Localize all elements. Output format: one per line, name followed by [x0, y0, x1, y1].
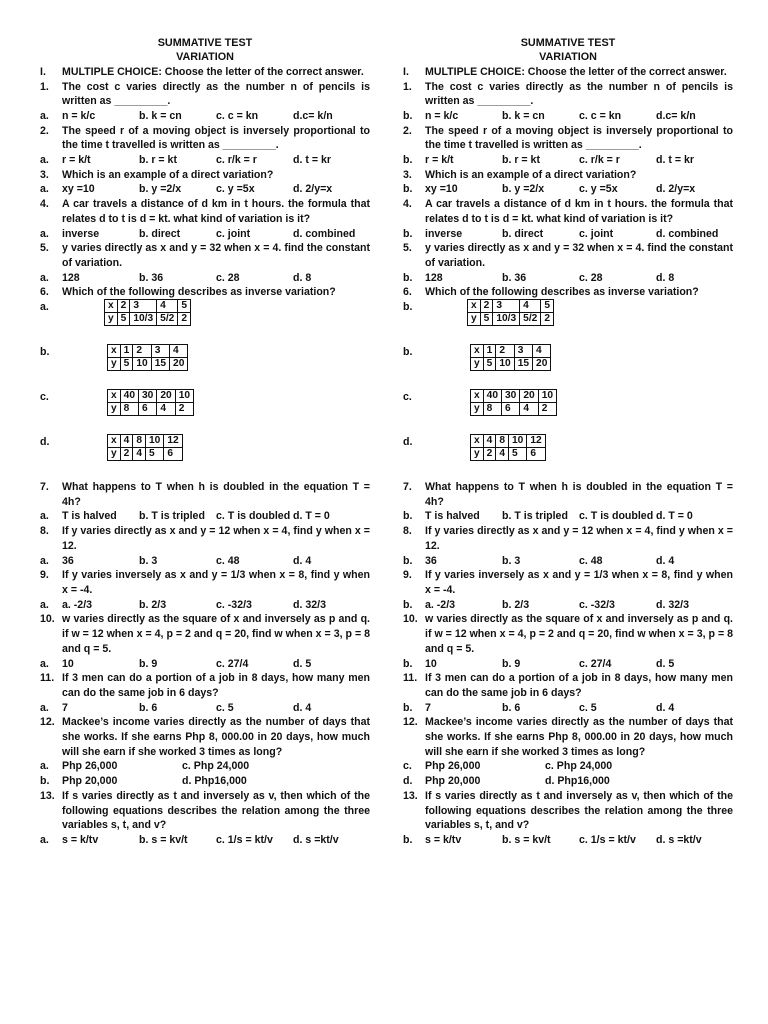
question-5: 5. y varies directly as x and y = 32 when x = 4. find the constant of variation. [40, 242, 370, 269]
test-subtitle: VARIATION [176, 51, 234, 64]
question-8: 8. If y varies directly as x and y = 12 when x = 4, find y when x = 12. [403, 525, 733, 552]
xy-table: x 40 30 20 10 y 8 6 4 2 [107, 389, 194, 416]
options-9[interactable]: b. a. -2/3 b. 2/3 c. -32/3 d. 32/3 [403, 598, 689, 611]
options-2[interactable]: a. r = k/t b. r = kt c. r/k = r d. t = kr [40, 154, 331, 167]
instructions: I. MULTIPLE CHOICE: Choose the letter of the correct answer. [40, 65, 364, 78]
question-12: 12. Mackee’s income varies directly as the number of days that she works. If she earns Php 8, 000.00 in 20 days, how much will she earn if she worked 3 times as long? [403, 716, 733, 758]
instructions: I. MULTIPLE CHOICE: Choose the letter of the correct answer. [403, 65, 727, 78]
table-option-a[interactable]: b. x 2 3 4 5 y 5 10/3 5/2 2 [403, 300, 733, 345]
question-7: 7. What happens to T when h is doubled in the equation T = 4h? [403, 481, 733, 508]
options-1[interactable]: b. n = k/c b. k = cn c. c = kn d.c= k/n [403, 109, 696, 122]
options-12b[interactable]: b. Php 20,000 d. Php16,000 [40, 775, 247, 788]
question-10: 10. w varies directly as the square of x and inversely as p and q. if w = 12 when x = 4, p = 2 and q = 20, find w when x = 3, p = 8 and q = 5. [40, 613, 370, 655]
options-12a[interactable]: c. Php 26,000 c. Php 24,000 [403, 760, 613, 773]
question-13: 13. If s varies directly as t and inversely as v, then which of the following equations describes the relation among the three variables s, t, and v? [40, 789, 370, 832]
question-4: 4. A car travels a distance of d km in t hours. the formula that relates d to t is d = kt. what kind of variation is it? [40, 198, 370, 225]
question-11: 11. If 3 men can do a portion of a job in 8 days, how many men can do the same job in 6 days? [40, 672, 370, 699]
options-10[interactable]: b. 10 b. 9 c. 27/4 d. 5 [403, 657, 675, 670]
question-5: 5. y varies directly as x and y = 32 when x = 4. find the constant of variation. [403, 242, 733, 269]
question-2: 2. The speed r of a moving object is inversely proportional to the time t travelled is written as _________. [40, 124, 370, 152]
options-4[interactable]: a. inverse b. direct c. joint d. combined [40, 227, 356, 240]
table-option-b[interactable]: b. x 1 2 3 4 y 5 10 15 20 [403, 345, 733, 390]
options-10[interactable]: a. 10 b. 9 c. 27/4 d. 5 [40, 657, 312, 670]
question-9: 9. If y varies inversely as x and y = 1/3 when x = 8, find y when x = -4. [403, 569, 733, 596]
xy-table: x 2 3 4 5 y 5 10/3 5/2 2 [467, 299, 554, 326]
question-10: 10. w varies directly as the square of x and inversely as p and q. if w = 12 when x = 4, p = 2 and q = 20, find w when x = 3, p = 8 and q = 5. [403, 613, 733, 655]
table-option-d[interactable]: d. x 4 8 10 12 y 2 4 5 6 [403, 435, 733, 480]
xy-table: x 1 2 3 4 y 5 10 15 20 [470, 344, 551, 371]
question-13: 13. If s varies directly as t and inversely as v, then which of the following equations describes the relation among the three variables s, t, and v? [403, 789, 733, 832]
options-11[interactable]: a. 7 b. 6 c. 5 d. 4 [40, 701, 312, 714]
question-2: 2. The speed r of a moving object is inversely proportional to the time t travelled is written as _________. [403, 124, 733, 152]
table-option-c[interactable]: c. x 40 30 20 10 y 8 6 4 2 [403, 390, 733, 435]
question-7: 7. What happens to T when h is doubled in the equation T = 4h? [40, 481, 370, 508]
question-9: 9. If y varies inversely as x and y = 1/3 when x = 8, find y when x = -4. [40, 569, 370, 596]
question-3: 3. Which is an example of a direct variation? [40, 168, 274, 181]
options-8[interactable]: a. 36 b. 3 c. 48 d. 4 [40, 554, 312, 567]
options-8[interactable]: b. 36 b. 3 c. 48 d. 4 [403, 554, 675, 567]
question-4: 4. A car travels a distance of d km in t hours. the formula that relates d to t is d = kt. what kind of variation is it? [403, 198, 733, 225]
options-13[interactable]: b. s = k/tv b. s = kv/t c. 1/s = kt/v d. s =kt/v [403, 833, 702, 846]
table-option-b[interactable]: b. x 1 2 3 4 y 5 10 15 20 [40, 345, 370, 390]
options-5[interactable]: a. 128 b. 36 c. 28 d. 8 [40, 271, 312, 284]
options-1[interactable]: a. n = k/c b. k = cn c. c = kn d.c= k/n [40, 109, 333, 122]
options-3[interactable]: b. xy =10 b. y =2/x c. y =5x d. 2/y=x [403, 183, 696, 196]
question-6: 6. Which of the following describes as inverse variation? [40, 286, 336, 299]
options-7[interactable]: b. T is halved b. T is tripled c. T is doubled d. T = 0 [403, 510, 693, 523]
question-12: 12. Mackee’s income varies directly as the number of days that she works. If she earns Php 8, 000.00 in 20 days, how much will she earn if she worked 3 times as long? [40, 716, 370, 758]
question-1: 1. The cost c varies directly as the number n of pencils is written as _________. [40, 80, 370, 108]
test-column-right [403, 36, 733, 848]
xy-table: x 1 2 3 4 y 5 10 15 20 [107, 344, 188, 371]
question-6: 6. Which of the following describes as inverse variation? [403, 286, 699, 299]
options-2[interactable]: b. r = k/t b. r = kt c. r/k = r d. t = kr [403, 154, 694, 167]
options-13[interactable]: a. s = k/tv b. s = kv/t c. 1/s = kt/v d. s =kt/v [40, 833, 339, 846]
xy-table: x 40 30 20 10 y 8 6 4 2 [470, 389, 557, 416]
table-option-d[interactable]: d. x 4 8 10 12 y 2 4 5 6 [40, 435, 370, 480]
options-5[interactable]: b. 128 b. 36 c. 28 d. 8 [403, 271, 675, 284]
xy-table: x 4 8 10 12 y 2 4 5 6 [107, 434, 183, 461]
test-column-left [40, 36, 370, 848]
options-12a[interactable]: a. Php 26,000 c. Php 24,000 [40, 760, 250, 773]
options-12b[interactable]: d. Php 20,000 d. Php16,000 [403, 775, 610, 788]
options-4[interactable]: b. inverse b. direct c. joint d. combined [403, 227, 719, 240]
test-title: SUMMATIVE TEST [157, 37, 253, 49]
options-9[interactable]: a. a. -2/3 b. 2/3 c. -32/3 d. 32/3 [40, 598, 326, 611]
test-title: SUMMATIVE TEST [520, 37, 616, 49]
question-3: 3. Which is an example of a direct variation? [403, 168, 637, 181]
question-8: 8. If y varies directly as x and y = 12 when x = 4, find y when x = 12. [40, 525, 370, 552]
question-11: 11. If 3 men can do a portion of a job in 8 days, how many men can do the same job in 6 days? [403, 672, 733, 699]
question-1: 1. The cost c varies directly as the number n of pencils is written as _________. [403, 80, 733, 108]
xy-table: x 4 8 10 12 y 2 4 5 6 [470, 434, 546, 461]
table-option-a[interactable]: a. x 2 3 4 5 y 5 10/3 5/2 2 [40, 300, 370, 345]
test-subtitle: VARIATION [539, 51, 597, 64]
options-3[interactable]: a. xy =10 b. y =2/x c. y =5x d. 2/y=x [40, 183, 333, 196]
options-11[interactable]: b. 7 b. 6 c. 5 d. 4 [403, 701, 675, 714]
table-option-c[interactable]: c. x 40 30 20 10 y 8 6 4 2 [40, 390, 370, 435]
options-7[interactable]: a. T is halved b. T is tripled c. T is doubled d. T = 0 [40, 510, 330, 523]
xy-table: x 2 3 4 5 y 5 10/3 5/2 2 [104, 299, 191, 326]
